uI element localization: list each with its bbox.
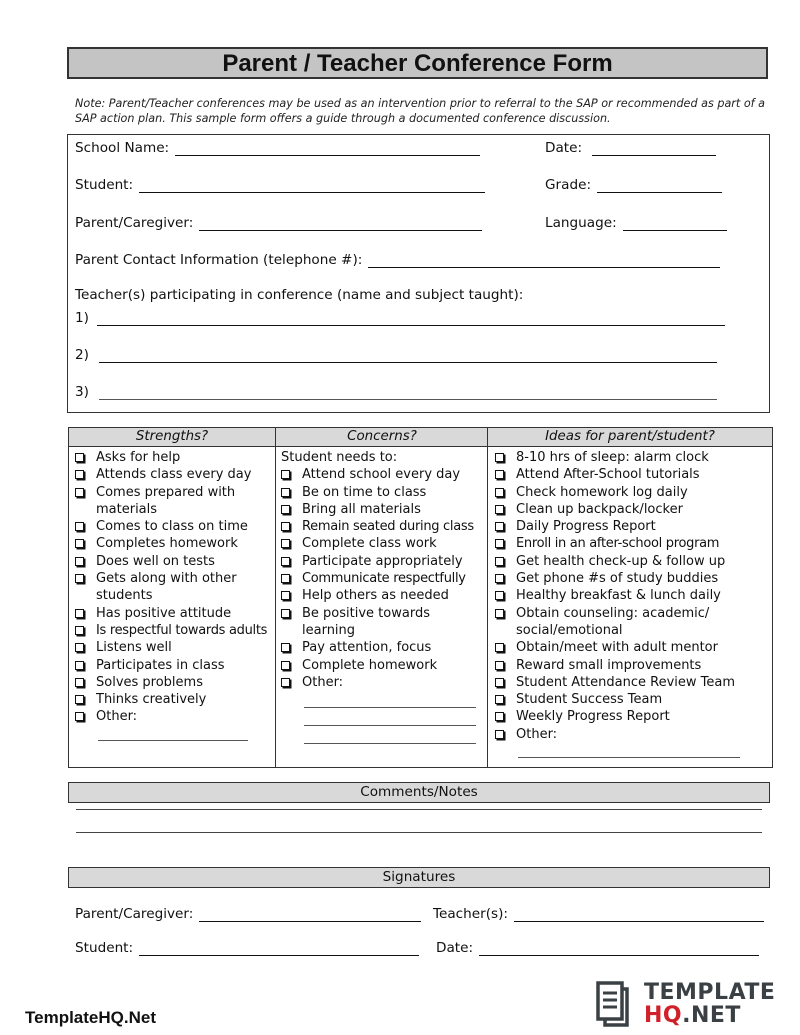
strength-item[interactable]: Attends class every day [75,466,275,483]
concern-other-input-1[interactable] [304,693,476,708]
teacher-1-input[interactable] [97,311,725,326]
concern-item[interactable]: Communicate respectfully [281,570,488,587]
concern-item[interactable]: Attend school every day [281,466,488,483]
concerns-column [275,428,488,767]
checkbox-icon[interactable] [75,661,84,670]
checkbox-icon[interactable] [75,678,84,687]
teacher-line-1[interactable] [75,310,725,326]
checkbox-icon[interactable] [75,470,84,479]
idea-item[interactable]: Reward small improvements [495,657,772,674]
idea-item[interactable]: Student Attendance Review Team [495,674,772,691]
sig-parent-label: Parent/Caregiver: [75,906,194,922]
student-input[interactable] [139,178,485,193]
sig-student-input[interactable] [139,941,419,956]
logo-net: .NET [682,1003,741,1028]
parent-input[interactable] [199,216,482,231]
strength-item[interactable]: Has positive attitude [75,605,275,622]
checkbox-icon[interactable] [281,557,290,566]
checkbox-icon[interactable] [75,539,84,548]
idea-item-other[interactable]: Other: [495,726,772,743]
school-name-input[interactable] [175,141,480,156]
strengths-list [69,447,275,741]
concern-other-input-3[interactable] [304,729,476,744]
document-stack-icon [596,981,640,1027]
templatehq-logo [596,981,776,1029]
concern-other-input-2[interactable] [304,711,476,726]
strength-item[interactable]: Is respectful towards adults [75,622,275,639]
idea-other-input[interactable] [518,743,740,758]
sig-parent-field[interactable] [75,906,421,922]
comments-line-2[interactable] [76,832,762,833]
teacher-line-1-label: 1) [75,310,89,326]
page-title: Parent / Teacher Conference Form [222,50,613,77]
sig-teacher-field[interactable] [433,906,764,922]
concern-item[interactable]: Bring all materials [281,501,488,518]
date-label: Date: [545,140,583,156]
checkbox-icon[interactable] [495,712,504,721]
checkbox-icon[interactable] [281,470,290,479]
concern-item[interactable]: Complete class work [281,535,488,552]
concern-item[interactable]: Participate appropriately [281,553,488,570]
ideas-list [488,447,772,758]
checkbox-icon[interactable] [495,488,504,497]
checkbox-icon[interactable] [495,609,504,618]
checkbox-icon[interactable] [495,730,504,739]
comments-header-bar [68,782,770,803]
concerns-intro: Student needs to: [281,450,398,465]
strength-item-other[interactable]: Other: [75,708,275,725]
checkbox-icon[interactable] [495,557,504,566]
parent-field[interactable] [75,215,482,231]
grade-input[interactable] [597,178,722,193]
comments-line-1[interactable] [76,809,762,810]
student-field[interactable] [75,177,485,193]
teachers-label: Teacher(s) participating in conference (name and subject taught): [75,287,524,303]
checkbox-icon[interactable] [495,453,504,462]
checkbox-icon[interactable] [75,609,84,618]
checkbox-icon[interactable] [281,661,290,670]
student-label: Student: [75,177,134,193]
checkbox-icon[interactable] [495,574,504,583]
teacher-line-3-label: 3) [75,384,89,400]
contact-label: Parent Contact Information (telephone #): [75,252,363,268]
strengths-header: Strengths? [69,428,275,447]
checkbox-icon[interactable] [495,643,504,652]
signatures-header: Signatures [382,869,456,885]
checkbox-icon[interactable] [495,522,504,531]
idea-item[interactable]: Attend After-School tutorials [495,466,772,483]
concern-item[interactable]: Be on time to class [281,484,488,501]
checkbox-icon[interactable] [281,591,290,600]
sig-date-label: Date: [436,940,474,956]
sig-teacher-label: Teacher(s): [433,906,508,922]
checkbox-icon[interactable] [75,557,84,566]
ideas-header: Ideas for parent/student? [488,428,772,447]
ideas-column [487,428,772,767]
checkbox-icon[interactable] [281,574,290,583]
checkbox-icon[interactable] [281,505,290,514]
concern-item[interactable]: Pay attention, focus [281,639,488,656]
checkbox-icon[interactable] [495,539,504,548]
strength-item[interactable]: Comes prepared with materials [75,484,275,519]
logo-hq: HQ [644,1003,683,1028]
checkbox-icon[interactable] [281,609,290,618]
student-info-section [67,134,770,413]
idea-item[interactable]: Healthy breakfast & lunch daily [495,587,772,604]
concern-item[interactable]: Remain seated during class [281,518,488,535]
strength-item[interactable]: Participates in class [75,657,275,674]
concerns-header: Concerns? [276,428,488,447]
checkbox-icon[interactable] [281,522,290,531]
contact-input[interactable] [368,253,720,268]
sig-date-field[interactable] [436,940,759,956]
concerns-list [276,447,488,744]
teacher-line-2-label: 2) [75,347,89,363]
strength-item[interactable]: Completes homework [75,535,275,552]
concern-item-other[interactable]: Other: [281,674,488,691]
grade-label: Grade: [545,177,592,193]
idea-item[interactable]: Check homework log daily [495,484,772,501]
checkbox-icon[interactable] [75,488,84,497]
strength-other-input[interactable] [98,726,248,741]
strength-item[interactable]: Listens well [75,639,275,656]
grade-field[interactable] [545,177,722,193]
checklist-table [68,427,773,768]
idea-item[interactable]: Student Success Team [495,691,772,708]
checkbox-icon[interactable] [75,695,84,704]
strength-item[interactable]: Asks for help [75,449,275,466]
checkbox-icon[interactable] [281,678,290,687]
concern-item[interactable]: Be positive towards learning [281,605,488,640]
teacher-2-input[interactable] [99,348,717,363]
strength-item[interactable]: Solves problems [75,674,275,691]
strength-item[interactable]: Comes to class on time [75,518,275,535]
concern-item[interactable]: Complete homework [281,657,488,674]
parent-label: Parent/Caregiver: [75,215,194,231]
idea-item[interactable]: Get health check-up & follow up [495,553,772,570]
logo-line-2 [644,1005,741,1027]
checkbox-icon[interactable] [75,626,84,635]
sig-parent-input[interactable] [199,907,421,922]
language-input[interactable] [623,216,727,231]
idea-item[interactable]: Enroll in an after-school program [495,535,772,552]
language-field[interactable] [545,215,727,231]
teacher-3-input[interactable] [99,385,717,400]
idea-item[interactable]: Clean up backpack/locker [495,501,772,518]
form-title-bar [67,47,768,79]
checkbox-icon[interactable] [495,678,504,687]
checkbox-icon[interactable] [281,488,290,497]
comments-header: Comments/Notes [360,784,478,800]
signatures-header-bar [68,867,770,888]
idea-item[interactable]: Obtain counseling: academic/ social/emotional [495,605,772,640]
strength-item[interactable]: Does well on tests [75,553,275,570]
checkbox-icon[interactable] [495,591,504,600]
checkbox-icon[interactable] [75,522,84,531]
language-label: Language: [545,215,617,231]
concern-item[interactable]: Help others as needed [281,587,488,604]
checkbox-icon[interactable] [495,505,504,514]
strength-item[interactable]: Thinks creatively [75,691,275,708]
checkbox-icon[interactable] [281,643,290,652]
checkbox-icon[interactable] [75,712,84,721]
logo-line-1: TEMPLATE [644,980,776,1005]
footer-site-text: TemplateHQ.Net [25,1008,156,1027]
date-field[interactable] [545,140,716,156]
sig-date-input[interactable] [479,941,759,956]
strength-item[interactable]: Gets along with other students [75,570,275,605]
idea-item[interactable]: Daily Progress Report [495,518,772,535]
school-name-field[interactable] [75,140,480,156]
checkbox-icon[interactable] [495,695,504,704]
checkbox-icon[interactable] [281,539,290,548]
idea-item[interactable]: 8-10 hrs of sleep: alarm clock [495,449,772,466]
sig-teacher-input[interactable] [514,907,764,922]
checkbox-icon[interactable] [495,470,504,479]
sig-student-label: Student: [75,940,134,956]
school-name-label: School Name: [75,140,170,156]
date-input[interactable] [592,141,716,156]
checkbox-icon[interactable] [75,574,84,583]
idea-item[interactable]: Get phone #s of study buddies [495,570,772,587]
teacher-line-3[interactable] [75,384,717,400]
checkbox-icon[interactable] [495,661,504,670]
strengths-column [69,428,275,767]
teacher-line-2[interactable] [75,347,717,363]
idea-item[interactable]: Weekly Progress Report [495,708,772,725]
contact-field[interactable] [75,252,720,268]
sig-student-field[interactable] [75,940,419,956]
idea-item[interactable]: Obtain/meet with adult mentor [495,639,772,656]
checkbox-icon[interactable] [75,453,84,462]
checkbox-icon[interactable] [75,643,84,652]
intro-note: Note: Parent/Teacher conferences may be used as an intervention prior to referral to the SAP or recommended as part of a SAP action plan. This sample form offers a guide through a documented conference discussion. [75,97,766,125]
